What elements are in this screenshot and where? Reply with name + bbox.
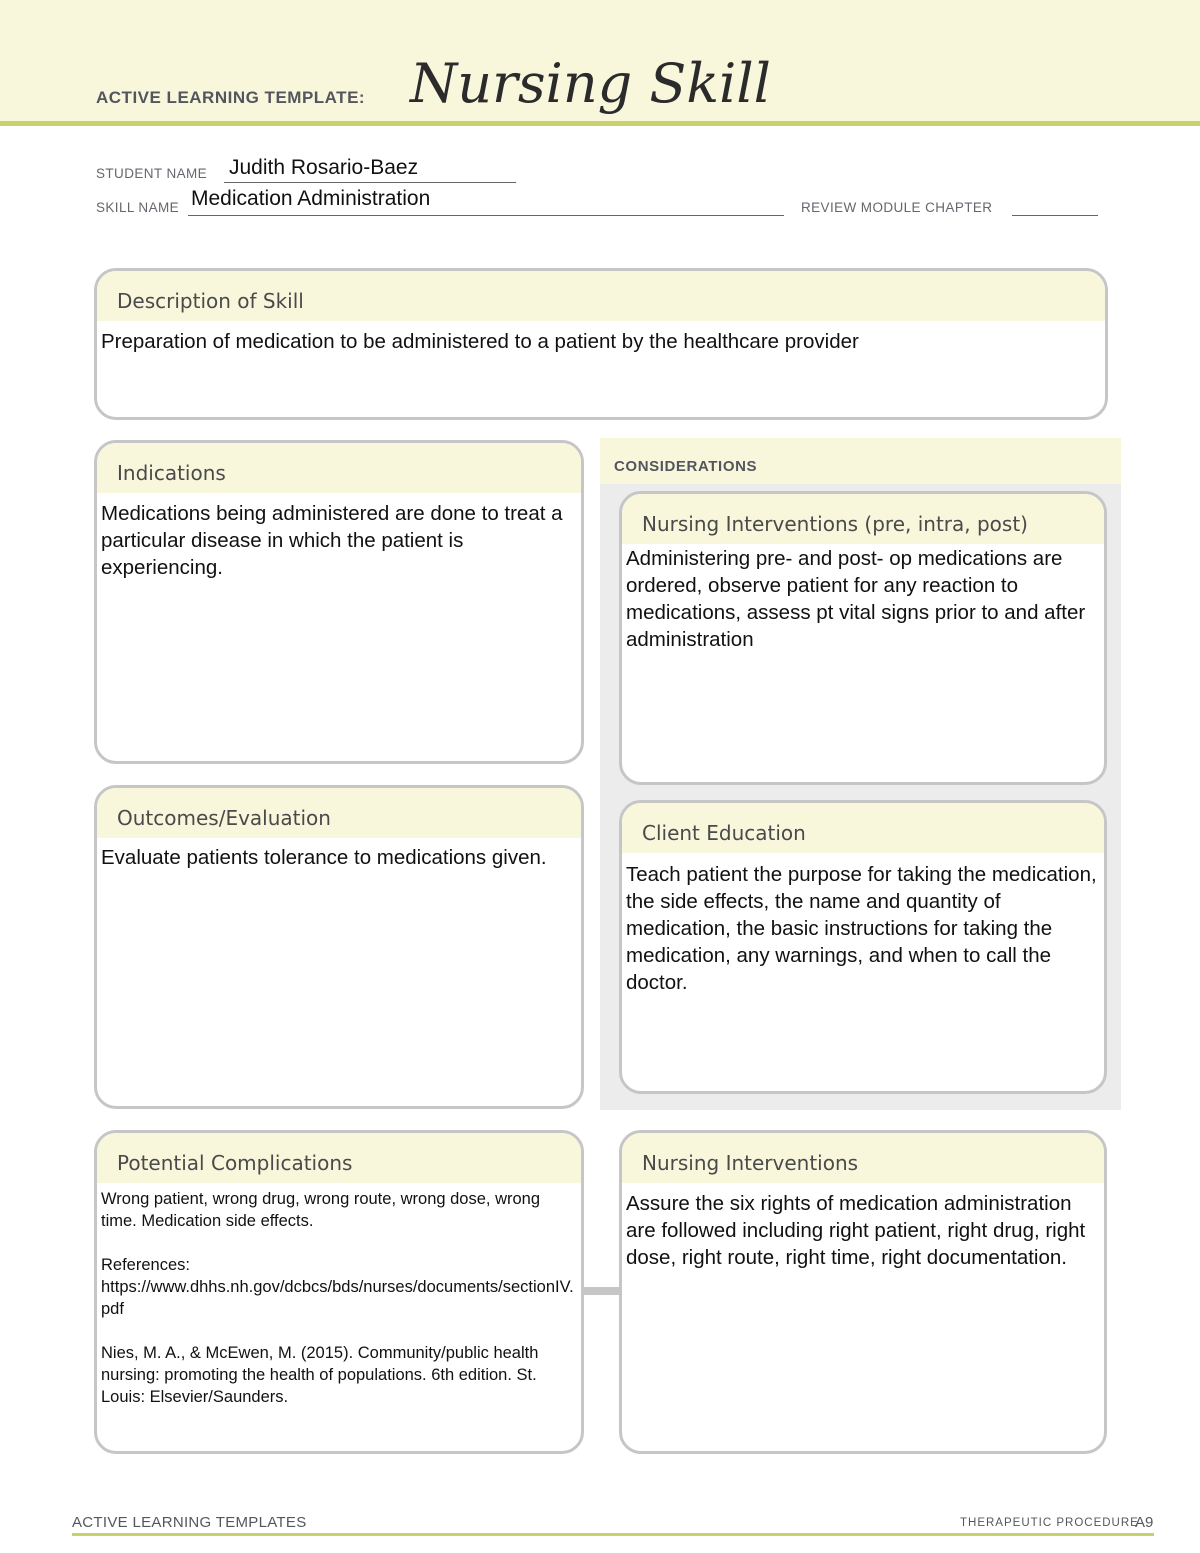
footer-left: ACTIVE LEARNING TEMPLATES — [72, 1514, 307, 1531]
footer-page-number: A9 — [1135, 1514, 1154, 1531]
client-education-text[interactable]: Teach patient the purpose for taking the medication, the side effects, the name and quantity of medication, the basic instructions for taking the medication, any warnings, and when to call the doctor. — [626, 863, 1097, 994]
student-name-line — [224, 182, 516, 183]
template-label: ACTIVE LEARNING TEMPLATE: — [96, 88, 366, 107]
outcomes-title: Outcomes/Evaluation — [117, 806, 331, 830]
reference-2[interactable]: Nies, M. A., & McEwen, M. (2015). Community/public health nursing: promoting the health of populations. 6th edition. St. Louis: Elsevier/Saunders. — [101, 1344, 539, 1406]
client-education-box — [619, 800, 1107, 1094]
skill-name-field[interactable]: Medication Administration — [191, 187, 431, 210]
footer-rule — [72, 1533, 1154, 1536]
reference-1[interactable]: https://www.dhhs.nh.gov/dcbcs/bds/nurses/documents/sectionIV.pdf — [101, 1278, 574, 1318]
complications-title: Potential Complications — [117, 1151, 353, 1175]
nursing-interventions-text[interactable]: Assure the six rights of medication administration are followed including right patient, right drug, right dose, right route, right time, right documentation. — [626, 1192, 1086, 1269]
review-module-field[interactable] — [1012, 215, 1098, 216]
nursing-interventions-box — [619, 1130, 1107, 1454]
review-module-label: REVIEW MODULE CHAPTER — [801, 200, 993, 215]
outcomes-text[interactable]: Evaluate patients tolerance to medications given. — [101, 846, 547, 869]
indications-title: Indications — [117, 461, 226, 485]
nursing-interventions-prepost-box — [619, 491, 1107, 785]
footer-right: THERAPEUTIC PROCEDURE — [960, 1517, 1139, 1529]
box-connector — [580, 1287, 622, 1295]
description-title: Description of Skill — [117, 289, 304, 313]
indications-text[interactable]: Medications being administered are done to treat a particular disease in which the patient is experiencing. — [101, 502, 563, 579]
page-title: Nursing Skill — [410, 52, 771, 115]
indications-box — [94, 440, 584, 764]
references-label: References: — [101, 1256, 190, 1274]
client-education-title: Client Education — [642, 821, 806, 845]
nursing-interventions-title: Nursing Interventions — [642, 1151, 859, 1175]
description-text[interactable]: Preparation of medication to be administered to a patient by the healthcare provider — [101, 330, 859, 353]
description-box — [94, 268, 1108, 420]
nursing-interventions-prepost-title: Nursing Interventions (pre, intra, post) — [642, 512, 1028, 536]
complications-box — [94, 1130, 584, 1454]
header-rule — [0, 121, 1200, 126]
skill-name-label: SKILL NAME — [96, 200, 180, 215]
outcomes-box — [94, 785, 584, 1109]
considerations-title: CONSIDERATIONS — [614, 458, 758, 475]
complications-text[interactable]: Wrong patient, wrong drug, wrong route, wrong dose, wrong time. Medication side effects. — [101, 1190, 541, 1230]
skill-name-line — [188, 215, 784, 216]
nursing-interventions-prepost-text[interactable]: Administering pre- and post- op medications are ordered, observe patient for any reaction to medications, assess pt vital signs prior to and after administration — [626, 547, 1086, 651]
student-name-label: STUDENT NAME — [96, 166, 208, 181]
student-name-field[interactable]: Judith Rosario-Baez — [229, 156, 419, 179]
